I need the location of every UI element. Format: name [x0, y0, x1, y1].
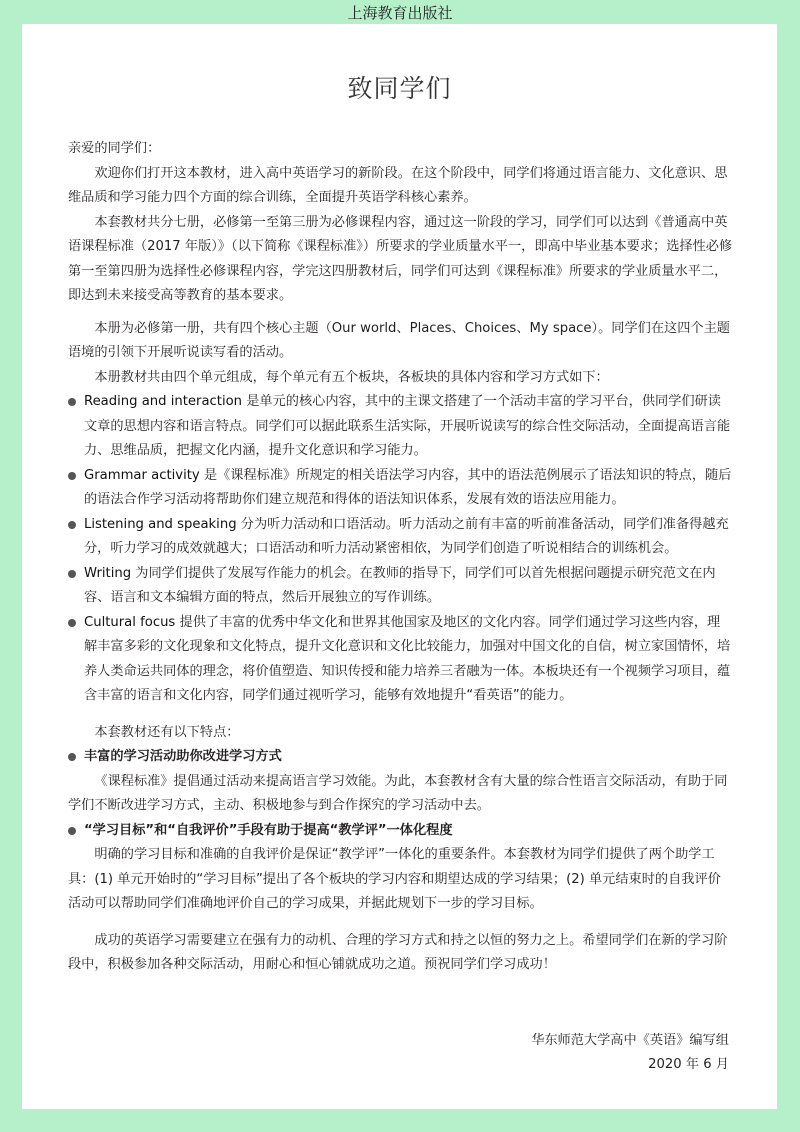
section-item	[68, 513, 733, 562]
bullet-icon	[68, 619, 76, 627]
signature: 华东师范大学高中《英语》编写组	[531, 1033, 729, 1048]
section-item	[68, 562, 733, 611]
signature-block	[531, 1029, 729, 1077]
feature-title: “学习目标”和“自我评价”手段有助于提高“教学评”一体化程度	[84, 822, 453, 838]
publisher-header: 上海教育出版社	[347, 4, 453, 22]
paragraph-series: 本套教材共分七册，必修第一至第三册为必修课程内容，通过这一阶段的学习，同学们可以达到《普通高中英语课程标准（2017 年版）》（以下简称《课程标准》）所要求的学业质量水平一，即高中毕业基本要求；选择性必修第一至第四册为选择性必修课程内容，学完这四册教材后，同学们可达到《课程标准》所要求的学业质量水平二，即达到未来接受高等教育的基本要求。	[68, 214, 733, 303]
bullet-icon	[68, 570, 76, 578]
bullet-icon	[68, 521, 76, 529]
section-term: Listening and speaking	[84, 516, 237, 532]
section-item	[68, 611, 733, 709]
paragraph-welcome: 欢迎你们打开这本教材，进入高中英语学习的新阶段。在这个阶段中，同学们将通过语言能力、文化意识、思维品质和学习能力四个方面的综合训练，全面提升英语学科核心素养。	[68, 165, 728, 205]
closing-paragraph: 成功的英语学习需要建立在强有力的动机、合理的学习方式和持之以恒的努力之上。希望同学们在新的学习阶段中，积极参加各种交际活动，用耐心和恒心铺就成功之道。预祝同学们学习成功！	[68, 932, 728, 972]
bullet-icon	[68, 753, 76, 761]
section-item	[68, 464, 733, 513]
section-text: 为同学们提供了发展写作能力的机会。在教师的指导下，同学们可以首先根据问题提示研究范文在内容、语言和文本编辑方面的特点，然后开展独立的写作训练。	[84, 565, 716, 605]
section-item	[68, 390, 733, 464]
section-text: 是单元的核心内容，其中的主课文搭建了一个活动丰富的学习平台，供同学们研读文章的思想内容和语言特点。同学们可以据此联系生活实际，开展听说读写的综合性交际活动，全面提高语言能力、思维品质，把握文化内涵，提升文化意识和学习能力。	[84, 394, 731, 458]
page-title: 致同学们	[347, 74, 452, 103]
paragraph-volume: 本册为必修第一册，共有四个核心主题（Our world、Places、Choices、My space）。同学们在这四个主题语境的引领下开展听说读写看的活动。	[68, 320, 730, 360]
section-text: 是《课程标准》所规定的相关语法学习内容，其中的语法范例展示了语法知识的特点，随后的语法合作学习活动将帮助你们建立规范和得体的语法知识体系，发展有效的语法应用能力。	[84, 467, 732, 507]
bullet-icon	[68, 398, 76, 406]
feature-text: 《课程标准》提倡通过活动来提高语言学习效能。为此，本套教材含有大量的综合性语言交际活动，有助于同学们不断改进学习方式，主动、积极地参与到合作探究的学习活动中去。	[68, 773, 728, 813]
section-text: 提供了丰富的优秀中华文化和世界其他国家及地区的文化内容。同学们通过学习这些内容，理解丰富多彩的文化现象和文化特点，提升文化意识和文化比较能力，加强对中国文化的自信，树立家国情怀，培养人类命运共同体的理念，将价值塑造、知识传授和能力培养三者融为一体。本板块还有一个视频学习项目，蕴含丰富的语言和文化内容，同学们通过视听学习，能够有效地提升“看英语”的能力。	[84, 614, 731, 703]
greeting: 亲爱的同学们：	[68, 141, 161, 156]
feature-title: 丰富的学习活动助你改进学习方式	[84, 749, 282, 764]
date: 2020 年 6 月	[648, 1057, 729, 1072]
paragraph-units: 本册教材共由四个单元组成，每个单元有五个板块，各板块的具体内容和学习方式如下：	[94, 369, 609, 385]
bullet-icon	[68, 472, 76, 480]
section-term: Writing	[84, 565, 132, 581]
feature-item	[68, 819, 733, 844]
page	[22, 24, 777, 1109]
letter-body	[68, 137, 733, 978]
section-text: 分为听力活动和口语活动。听力活动之前有丰富的听前准备活动，同学们准备得越充分，听力学习的成效就越大；口语活动和听力活动紧密相依，为同学们创造了听说相结合的训练机会。	[84, 516, 729, 556]
bullet-icon	[68, 827, 76, 835]
section-term: Cultural focus	[84, 614, 176, 630]
feature-item	[68, 745, 733, 770]
section-term: Reading and interaction	[84, 394, 243, 409]
section-term: Grammar activity	[84, 467, 200, 483]
features-intro: 本套教材还有以下特点：	[94, 724, 240, 740]
feature-text: 明确的学习目标和准确的自我评价是保证“教学评”一体化的重要条件。本套教材为同学们提供了两个助学工具：(1) 单元开始时的“学习目标”提出了各个板块的学习内容和期望达成的学习结果；(2) 单元结束时的自我评价活动可以帮助同学们准确地评价自己的学习成果，并据此规划下一步的学习目标。	[68, 847, 721, 911]
